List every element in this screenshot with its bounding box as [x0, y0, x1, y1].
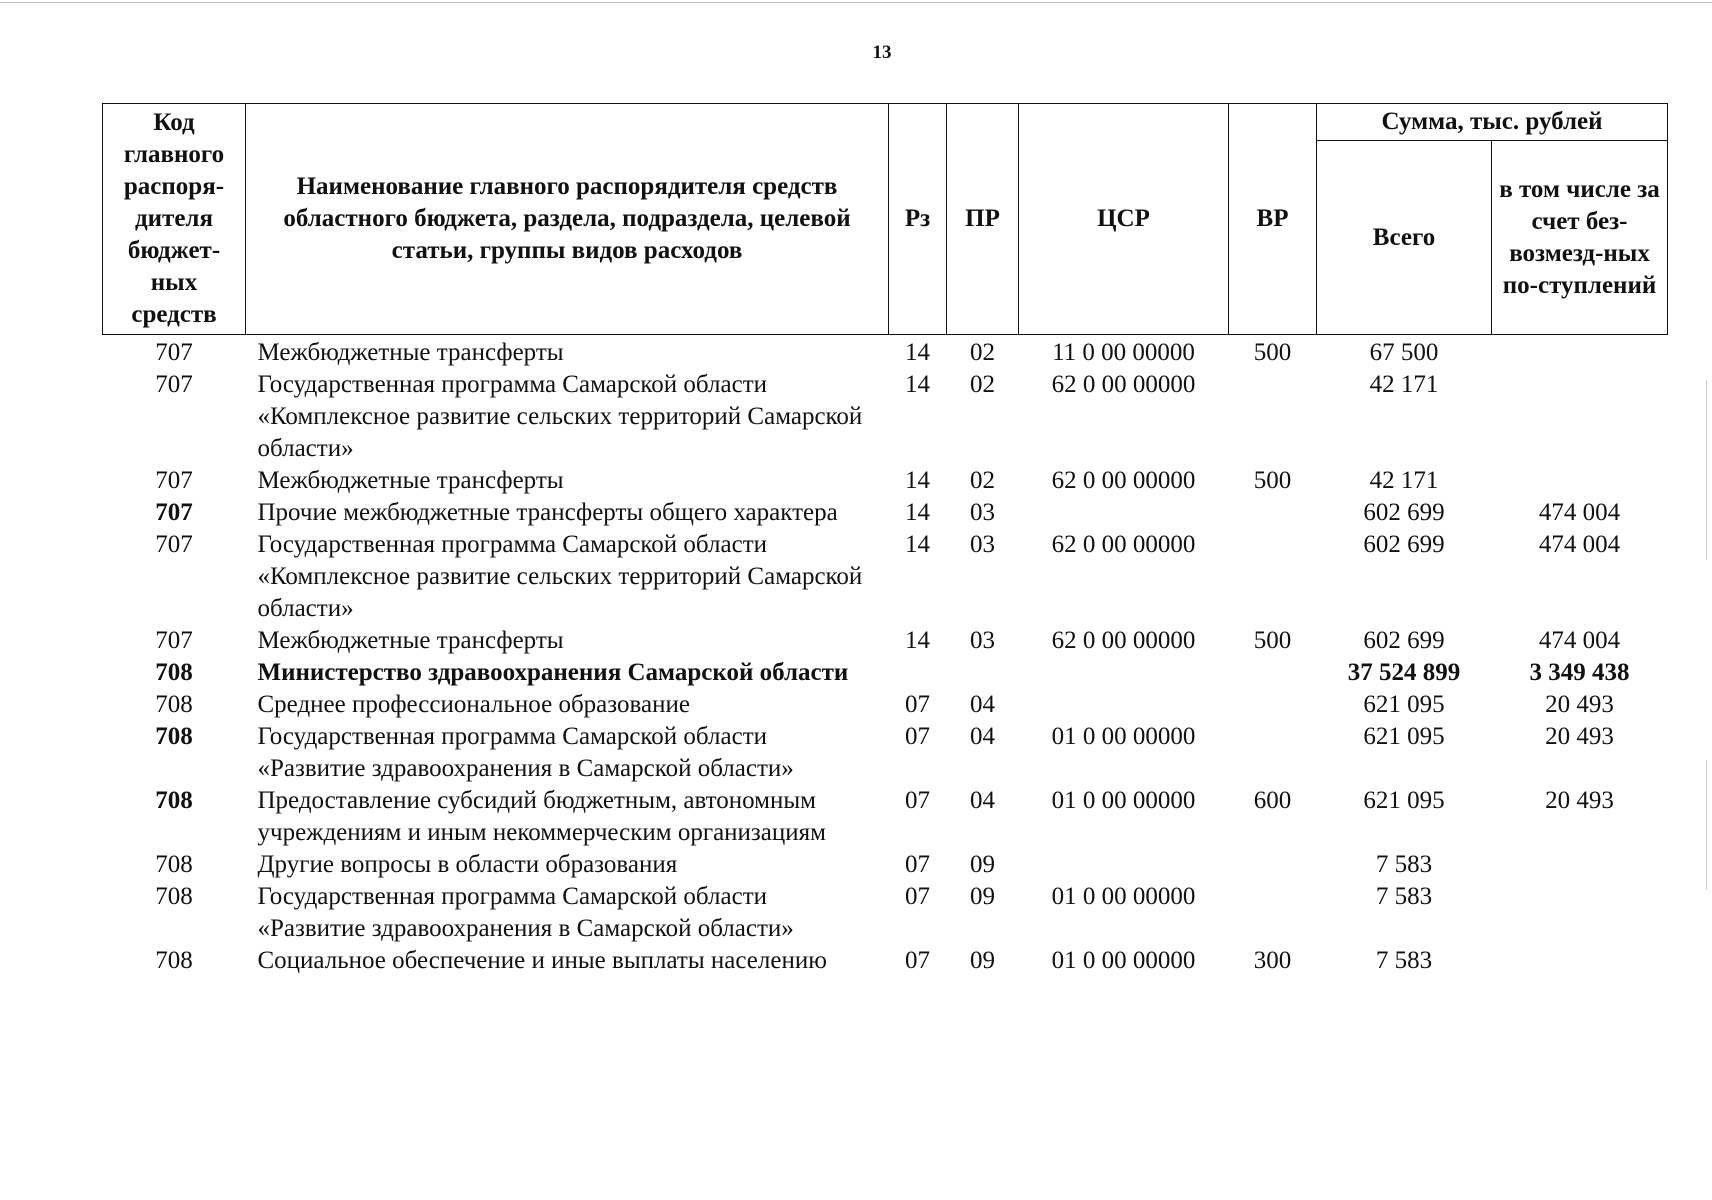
table-row — [103, 881, 1668, 945]
cell-csr — [1019, 689, 1229, 721]
cell-rz — [889, 657, 947, 689]
cell-name: Среднее профессиональное образование — [257, 691, 690, 718]
cell-rz: 07 — [905, 723, 930, 750]
cell-code: 708 — [155, 691, 193, 718]
table-header — [103, 104, 1668, 335]
cell-name: Межбюджетные трансферты — [257, 467, 564, 494]
table-row — [103, 497, 1668, 529]
cell-csr: 01 0 00 00000 — [1051, 723, 1196, 750]
cell-code: 707 — [155, 371, 193, 398]
header-pr: ПР — [947, 104, 1019, 335]
cell-vr: 500 — [1253, 339, 1292, 366]
cell-vr: 500 — [1253, 627, 1292, 654]
cell-free: 474 004 — [1538, 627, 1621, 654]
cell-total: 7 583 — [1375, 851, 1433, 878]
table-row — [103, 335, 1668, 370]
table-row — [103, 465, 1668, 497]
cell-total: 7 583 — [1375, 947, 1433, 974]
cell-pr: 04 — [970, 691, 995, 718]
table-row — [103, 721, 1668, 785]
table-row — [103, 849, 1668, 881]
cell-csr: 62 0 00 00000 — [1051, 531, 1196, 558]
cell-free — [1492, 945, 1668, 977]
cell-free — [1492, 369, 1668, 465]
cell-vr — [1229, 497, 1317, 529]
cell-free: 3 349 438 — [1529, 659, 1630, 686]
cell-csr: 62 0 00 00000 — [1051, 371, 1196, 398]
cell-csr — [1019, 497, 1229, 529]
header-vr: ВР — [1229, 104, 1317, 335]
cell-code: 707 — [155, 531, 193, 558]
cell-vr — [1229, 369, 1317, 465]
cell-total: 621 095 — [1363, 723, 1445, 750]
cell-free — [1492, 335, 1668, 370]
cell-vr — [1229, 657, 1317, 689]
cell-total: 602 699 — [1363, 499, 1445, 526]
cell-pr: 03 — [970, 499, 995, 526]
cell-name: Государственная программа Самарской области «Комплексное развитие сельских территорий Самарской области» — [257, 531, 863, 622]
cell-name: Прочие межбюджетные трансферты общего характера — [257, 499, 838, 526]
cell-pr: 09 — [970, 883, 995, 910]
cell-vr — [1229, 721, 1317, 785]
cell-free: 20 493 — [1545, 787, 1614, 814]
cell-total: 621 095 — [1363, 691, 1445, 718]
cell-vr — [1229, 689, 1317, 721]
cell-free — [1492, 465, 1668, 497]
cell-rz: 14 — [905, 627, 930, 654]
table-row — [103, 785, 1668, 849]
cell-pr: 04 — [970, 723, 995, 750]
cell-rz: 14 — [905, 467, 930, 494]
table-row — [103, 529, 1668, 625]
cell-csr — [1019, 657, 1229, 689]
cell-pr: 03 — [970, 531, 995, 558]
cell-vr — [1229, 529, 1317, 625]
header-csr: ЦСР — [1019, 104, 1229, 335]
cell-free — [1492, 849, 1668, 881]
header-code: Код главного распоря-дителя бюджет-ных средств — [103, 104, 246, 335]
header-name: Наименование главного распорядителя средств областного бюджета, раздела, подраздела, целевой статьи, группы видов расходов — [246, 104, 889, 335]
cell-vr: 300 — [1253, 947, 1292, 974]
cell-code: 707 — [155, 339, 193, 366]
table-row — [103, 657, 1668, 689]
cell-csr: 01 0 00 00000 — [1051, 787, 1196, 814]
cell-pr: 09 — [970, 851, 995, 878]
scan-top-edge — [0, 2, 1712, 3]
cell-code: 708 — [155, 659, 193, 686]
cell-name: Министерство здравоохранения Самарской области — [257, 659, 849, 686]
cell-name: Другие вопросы в области образования — [257, 851, 678, 878]
cell-csr — [1019, 849, 1229, 881]
header-free: в том числе за счет без-возмезд-ных по-ступлений — [1492, 141, 1668, 335]
cell-rz: 14 — [905, 531, 930, 558]
cell-total: 42 171 — [1369, 371, 1439, 398]
cell-name: Межбюджетные трансферты — [257, 339, 564, 366]
cell-total: 67 500 — [1369, 339, 1439, 366]
cell-code: 707 — [155, 467, 193, 494]
cell-total: 7 583 — [1375, 883, 1433, 910]
cell-total: 602 699 — [1363, 627, 1445, 654]
cell-csr: 62 0 00 00000 — [1051, 467, 1196, 494]
cell-free — [1492, 881, 1668, 945]
table-row — [103, 369, 1668, 465]
cell-code: 708 — [155, 883, 193, 910]
scan-margin-mark-lower — [1706, 760, 1707, 890]
cell-name: Предоставление субсидий бюджетным, автономным учреждениям и иным некоммерческим организациям — [257, 787, 826, 846]
cell-pr: 02 — [970, 339, 995, 366]
cell-rz: 07 — [905, 851, 930, 878]
cell-csr: 62 0 00 00000 — [1051, 627, 1196, 654]
cell-code: 707 — [155, 499, 193, 526]
cell-pr: 03 — [970, 627, 995, 654]
cell-vr: 600 — [1253, 787, 1292, 814]
cell-rz: 14 — [905, 499, 930, 526]
cell-rz: 07 — [905, 787, 930, 814]
cell-vr — [1229, 849, 1317, 881]
cell-free: 474 004 — [1538, 531, 1621, 558]
table-row — [103, 625, 1668, 657]
header-rz: Рз — [889, 104, 947, 335]
cell-code: 708 — [155, 723, 193, 750]
cell-rz: 07 — [905, 691, 930, 718]
cell-code: 708 — [155, 947, 193, 974]
header-total: Всего — [1317, 141, 1492, 335]
cell-total: 621 095 — [1363, 787, 1445, 814]
cell-csr: 01 0 00 00000 — [1051, 883, 1196, 910]
cell-name: Межбюджетные трансферты — [257, 627, 564, 654]
cell-total: 37 524 899 — [1347, 659, 1461, 686]
cell-total: 602 699 — [1363, 531, 1445, 558]
cell-name: Государственная программа Самарской области «Развитие здравоохранения в Самарской области» — [257, 883, 794, 942]
page-number: 13 — [872, 42, 892, 63]
cell-code: 707 — [155, 627, 193, 654]
cell-free: 20 493 — [1545, 723, 1614, 750]
table-row — [103, 945, 1668, 977]
cell-code: 708 — [155, 787, 193, 814]
header-sum-group: Сумма, тыс. рублей — [1317, 104, 1668, 141]
cell-vr: 500 — [1253, 467, 1292, 494]
cell-free: 474 004 — [1538, 499, 1621, 526]
table-row — [103, 689, 1668, 721]
cell-pr — [947, 657, 1019, 689]
cell-name: Государственная программа Самарской области «Комплексное развитие сельских территорий Самарской области» — [257, 371, 863, 462]
cell-rz: 07 — [905, 883, 930, 910]
cell-rz: 07 — [905, 947, 930, 974]
budget-table — [102, 103, 1668, 977]
table-body — [103, 335, 1668, 978]
cell-pr: 09 — [970, 947, 995, 974]
cell-name: Социальное обеспечение и иные выплаты населению — [257, 947, 827, 974]
cell-csr: 01 0 00 00000 — [1051, 947, 1196, 974]
cell-rz: 14 — [905, 371, 930, 398]
cell-pr: 02 — [970, 371, 995, 398]
cell-free: 20 493 — [1545, 691, 1614, 718]
cell-total: 42 171 — [1369, 467, 1439, 494]
cell-pr: 02 — [970, 467, 995, 494]
cell-rz: 14 — [905, 339, 930, 366]
cell-pr: 04 — [970, 787, 995, 814]
cell-csr: 11 0 00 00000 — [1052, 339, 1195, 366]
cell-code: 708 — [155, 851, 193, 878]
cell-name: Государственная программа Самарской области «Развитие здравоохранения в Самарской области» — [257, 723, 794, 782]
scan-margin-mark — [1706, 380, 1707, 560]
cell-vr — [1229, 881, 1317, 945]
